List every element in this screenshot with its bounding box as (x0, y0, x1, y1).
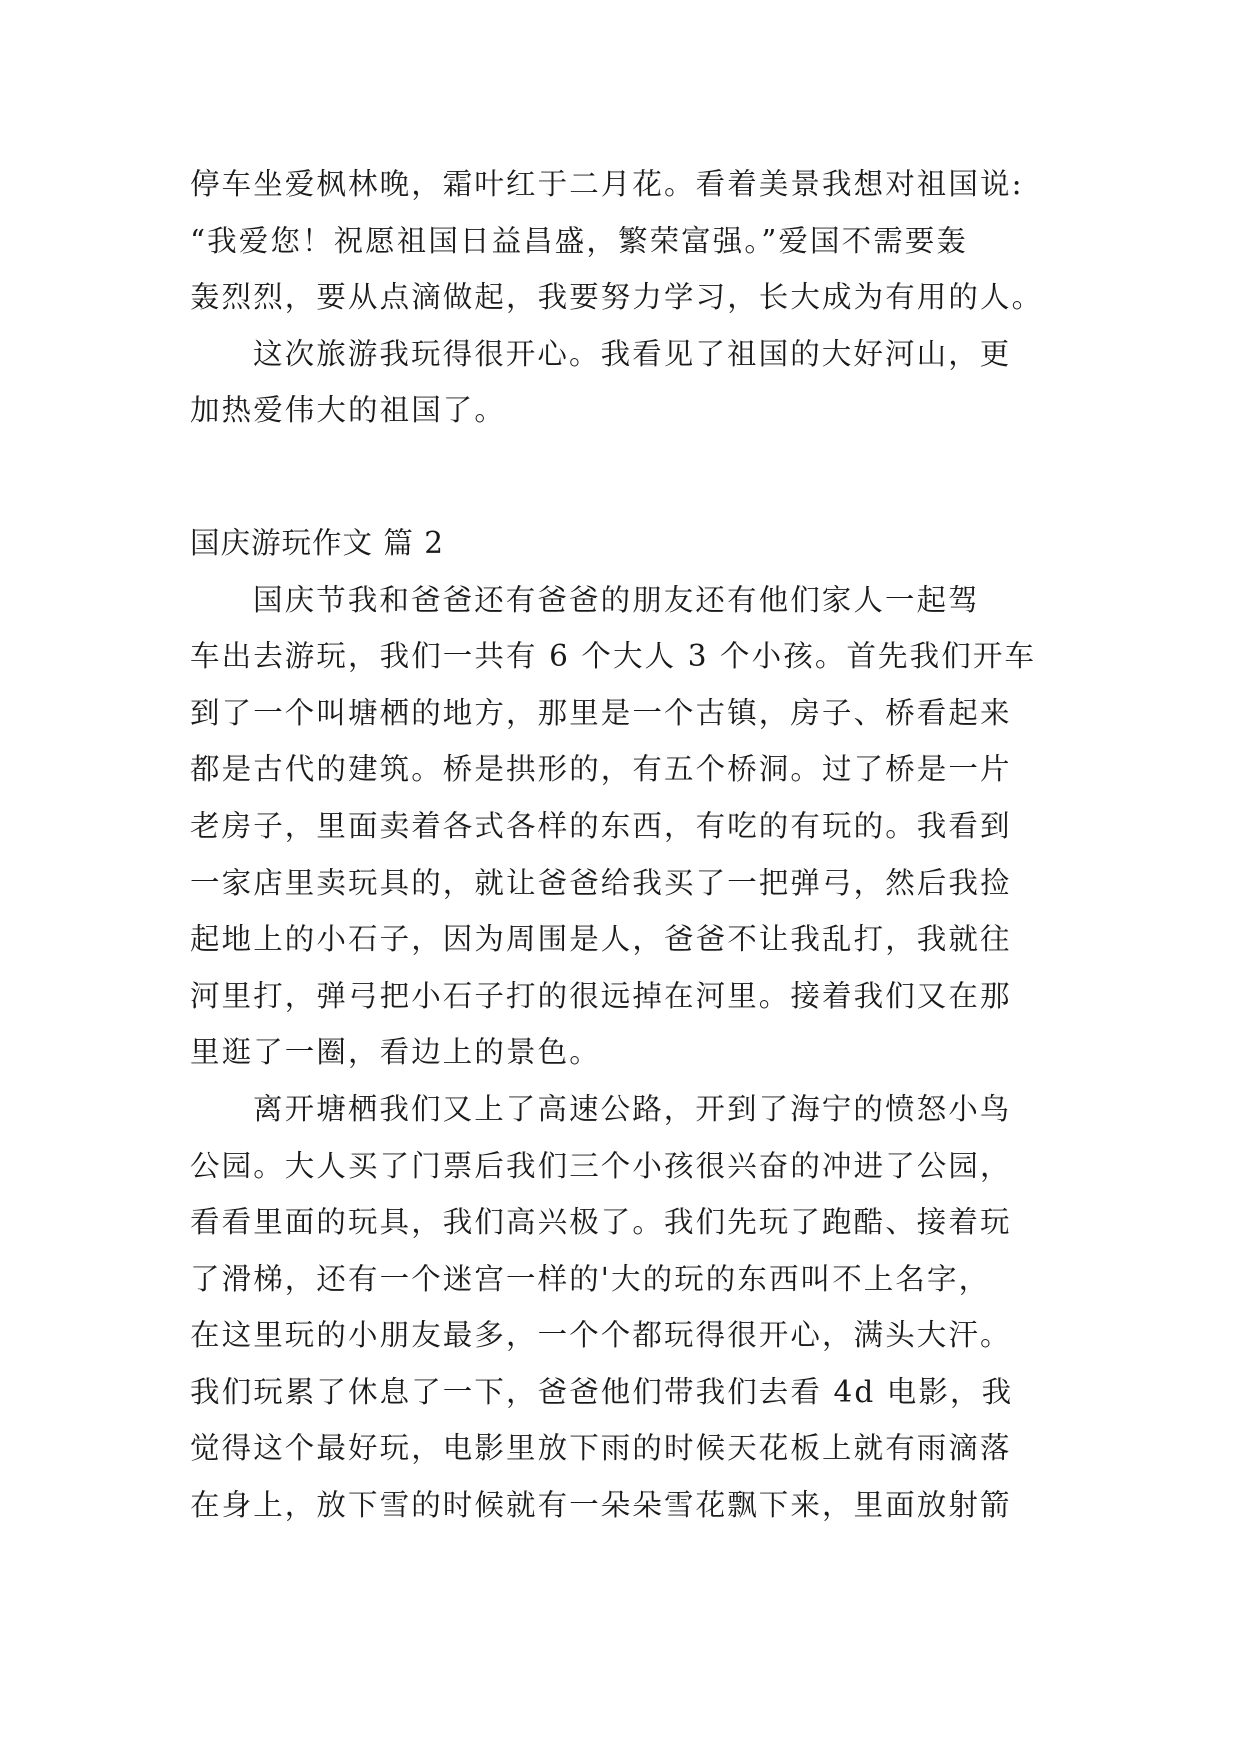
text-line: 河里打，弹弓把小石子打的很远掉在河里。接着我们又在那 (190, 978, 1012, 1013)
text-line: 我们玩累了休息了一下，爸爸他们带我们去看 4d 电影，我 (190, 1374, 1014, 1409)
text-line: 公园。大人买了门票后我们三个小孩很兴奋的冲进了公园， (190, 1148, 1012, 1183)
text-line: 车出去游玩，我们一共有 6 个大人 3 个小孩。首先我们开车 (190, 639, 1037, 674)
paragraph-1 (190, 156, 1050, 326)
section-heading: 国庆游玩作文 篇 2 (190, 525, 445, 560)
text-line: 都是古代的建筑。桥是拱形的，有五个桥洞。过了桥是一片 (190, 752, 1012, 787)
text-line: 在身上，放下雪的时候就有一朵朵雪花飘下来，里面放射箭 (190, 1488, 1012, 1523)
text-line: 起地上的小石子，因为周围是人，爸爸不让我乱打，我就往 (190, 922, 1012, 957)
paragraph-3 (190, 572, 1050, 1081)
text-line: 离开塘栖我们又上了高速公路，开到了海宁的愤怒小鸟 (253, 1091, 1012, 1126)
text-line: 到了一个叫塘栖的地方，那里是一个古镇，房子、桥看起来 (190, 695, 1012, 730)
text-line: 停车坐爱枫林晚，霜叶红于二月花。看着美景我想对祖国说: (190, 167, 1024, 201)
text-line: 里逛了一圈，看边上的景色。 (190, 1035, 601, 1070)
text-line: 一家店里卖玩具的，就让爸爸给我买了一把弹弓，然后我捡 (190, 865, 1012, 900)
text-line: 看看里面的玩具，我们高兴极了。我们先玩了跑酷、接着玩 (190, 1205, 1012, 1240)
text-line: 老房子，里面卖着各式各样的东西，有吃的有玩的。我看到 (190, 808, 1012, 843)
document-body (190, 156, 1050, 1534)
text-line: 加热爱伟大的祖国了。 (190, 393, 507, 428)
paragraph-2 (190, 326, 1050, 439)
text-line: “我爱您！祝愿祖国日益昌盛，繁荣富强。”爱国不需要轰 (190, 223, 969, 258)
paragraph-4 (190, 1081, 1050, 1534)
text-line: 觉得这个最好玩，电影里放下雨的时候天花板上就有雨滴落 (190, 1431, 1012, 1466)
text-line: 这次旅游我玩得很开心。我看见了祖国的大好河山，更 (253, 336, 1012, 371)
text-line: 了滑梯，还有一个迷宫一样的'大的玩的东西叫不上名字， (190, 1261, 991, 1296)
text-line: 在这里玩的小朋友最多，一个个都玩得很开心，满头大汗。 (190, 1318, 1012, 1353)
text-line: 国庆节我和爸爸还有爸爸的朋友还有他们家人一起驾 (253, 582, 980, 617)
text-line: 轰烈烈，要从点滴做起，我要努力学习，长大成为有用的人。 (190, 280, 1044, 315)
